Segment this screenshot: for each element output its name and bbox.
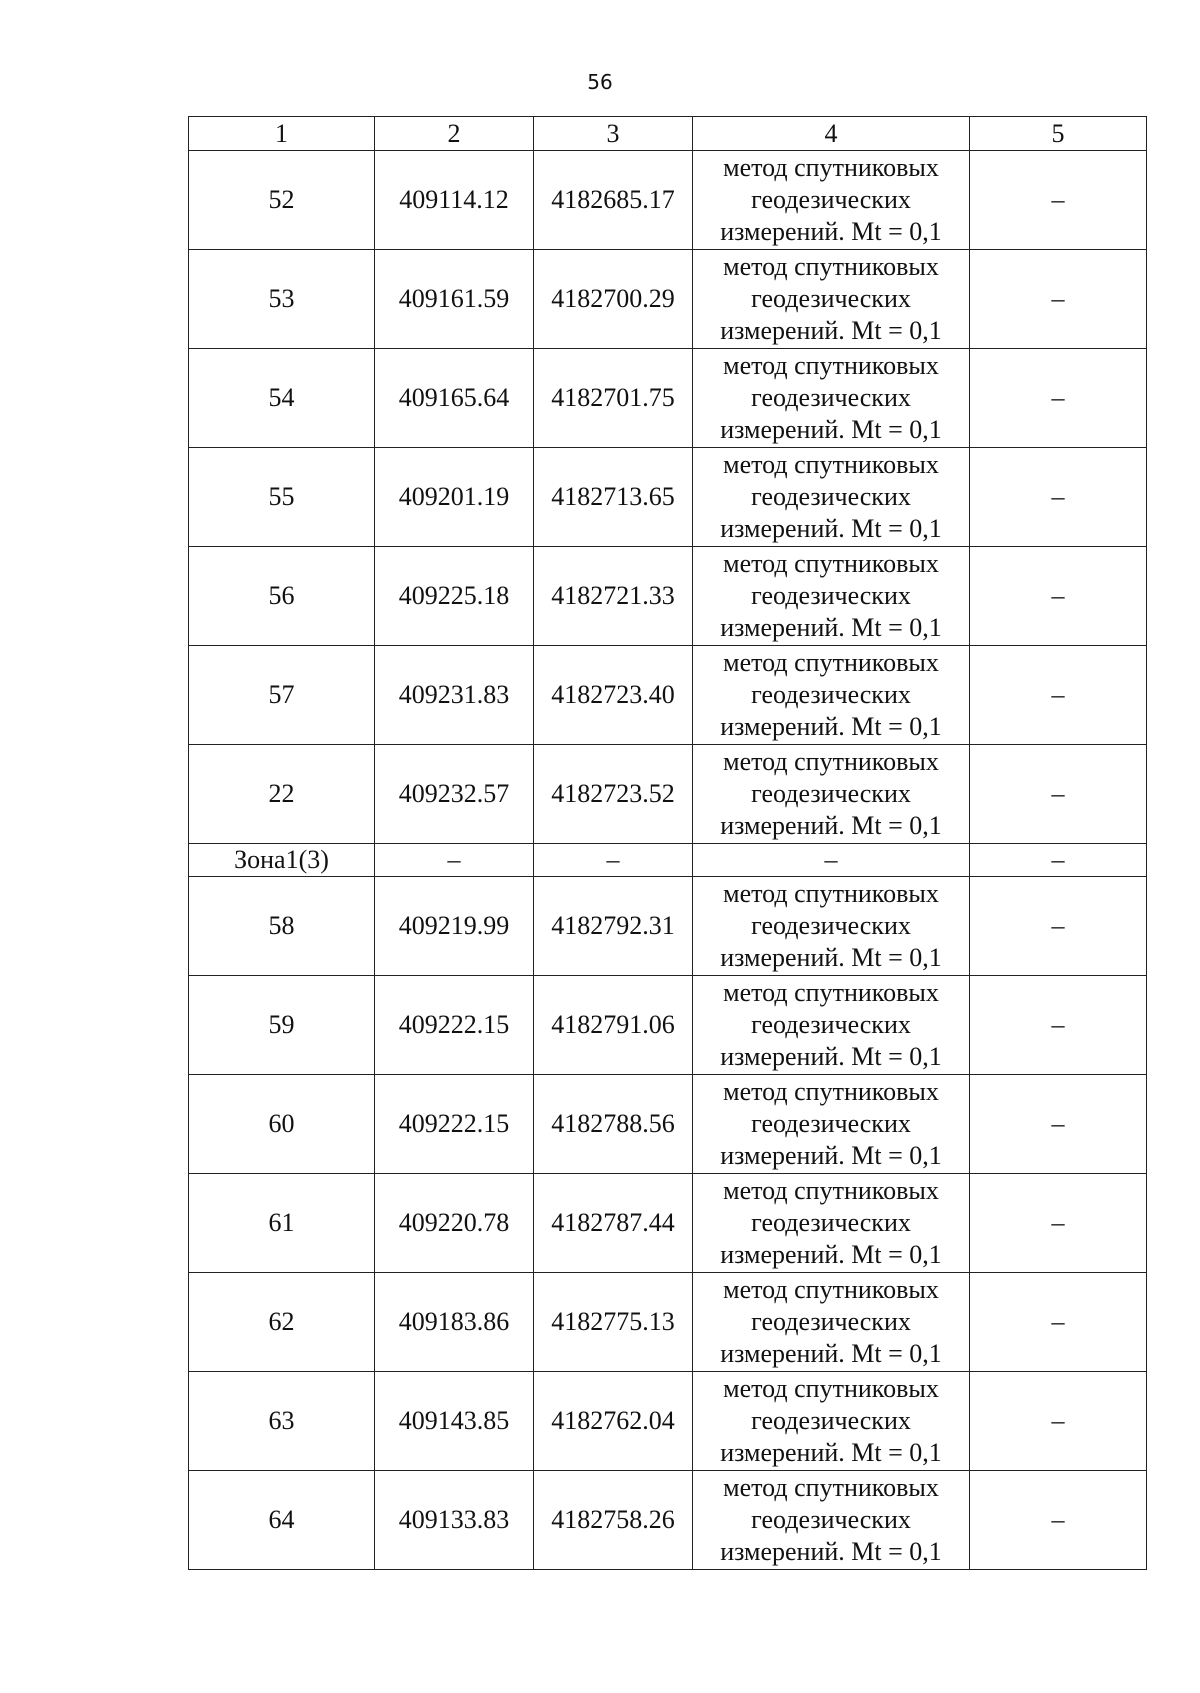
header-cell-3: 3 [534,117,693,151]
note-cell: – [970,976,1147,1075]
method-line: измерений. Mt = 0,1 [720,1141,942,1170]
method-line: метод спутниковых [723,351,939,380]
x-coordinate-cell: 409231.83 [375,646,534,745]
point-number-cell: 56 [189,547,375,646]
point-number-cell: 52 [189,151,375,250]
method-line: измерений. Mt = 0,1 [720,415,942,444]
point-number-cell: 54 [189,349,375,448]
y-coordinate-cell: 4182701.75 [534,349,693,448]
y-coordinate-cell: 4182713.65 [534,448,693,547]
method-line: метод спутниковых [723,1275,939,1304]
coordinates-table [188,116,1147,1570]
x-coordinate-cell: 409201.19 [375,448,534,547]
method-cell [693,1075,970,1174]
page-number: 56 [587,70,613,94]
method-line: метод спутниковых [723,549,939,578]
table-row [189,1372,1147,1471]
note-cell: – [970,448,1147,547]
table-row [189,151,1147,250]
y-coordinate-cell: 4182762.04 [534,1372,693,1471]
method-line: измерений. Mt = 0,1 [720,1537,942,1566]
method-line: геодезических [751,1307,911,1336]
table-row [189,1471,1147,1570]
method-line: метод спутниковых [723,1176,939,1205]
x-coordinate-cell: 409225.18 [375,547,534,646]
point-number-cell: 62 [189,1273,375,1372]
method-line: метод спутниковых [723,879,939,908]
method-cell [693,976,970,1075]
method-line: геодезических [751,1505,911,1534]
note-cell: – [970,1372,1147,1471]
method-line: геодезических [751,1109,911,1138]
method-line: метод спутниковых [723,978,939,1007]
x-coordinate-cell: 409220.78 [375,1174,534,1273]
method-line: геодезических [751,680,911,709]
zone-dash-cell: – [375,844,534,877]
header-cell-1: 1 [189,117,375,151]
table-body [189,151,1147,1570]
y-coordinate-cell: 4182775.13 [534,1273,693,1372]
y-coordinate-cell: 4182791.06 [534,976,693,1075]
method-line: геодезических [751,1010,911,1039]
method-line: метод спутниковых [723,648,939,677]
table-row [189,877,1147,976]
x-coordinate-cell: 409232.57 [375,745,534,844]
note-cell: – [970,1471,1147,1570]
point-number-cell: 53 [189,250,375,349]
table-row [189,976,1147,1075]
zone-row [189,844,1147,877]
header-cell-4: 4 [693,117,970,151]
method-line: геодезических [751,284,911,313]
method-line: метод спутниковых [723,1473,939,1502]
method-line: измерений. Mt = 0,1 [720,943,942,972]
y-coordinate-cell: 4182723.52 [534,745,693,844]
method-cell [693,250,970,349]
point-number-cell: 63 [189,1372,375,1471]
table-row [189,349,1147,448]
table-row [189,646,1147,745]
method-cell [693,1273,970,1372]
method-line: измерений. Mt = 0,1 [720,1339,942,1368]
x-coordinate-cell: 409183.86 [375,1273,534,1372]
method-line: геодезических [751,185,911,214]
note-cell: – [970,745,1147,844]
method-line: измерений. Mt = 0,1 [720,712,942,741]
x-coordinate-cell: 409165.64 [375,349,534,448]
x-coordinate-cell: 409133.83 [375,1471,534,1570]
method-line: метод спутниковых [723,1077,939,1106]
method-line: измерений. Mt = 0,1 [720,514,942,543]
method-cell [693,547,970,646]
table-header [189,117,1147,151]
method-line: метод спутниковых [723,450,939,479]
method-line: геодезических [751,581,911,610]
x-coordinate-cell: 409143.85 [375,1372,534,1471]
method-cell [693,448,970,547]
point-number-cell: 22 [189,745,375,844]
note-cell: – [970,547,1147,646]
method-cell [693,151,970,250]
y-coordinate-cell: 4182787.44 [534,1174,693,1273]
method-cell [693,1471,970,1570]
y-coordinate-cell: 4182723.40 [534,646,693,745]
x-coordinate-cell: 409222.15 [375,976,534,1075]
y-coordinate-cell: 4182758.26 [534,1471,693,1570]
table-row [189,1075,1147,1174]
method-line: измерений. Mt = 0,1 [720,1042,942,1071]
x-coordinate-cell: 409114.12 [375,151,534,250]
y-coordinate-cell: 4182685.17 [534,151,693,250]
method-cell [693,745,970,844]
note-cell: – [970,646,1147,745]
table-row [189,1174,1147,1273]
method-line: измерений. Mt = 0,1 [720,613,942,642]
header-cell-5: 5 [970,117,1147,151]
point-number-cell: 55 [189,448,375,547]
note-cell: – [970,1174,1147,1273]
method-line: измерений. Mt = 0,1 [720,316,942,345]
note-cell: – [970,349,1147,448]
method-line: метод спутниковых [723,747,939,776]
y-coordinate-cell: 4182788.56 [534,1075,693,1174]
note-cell: – [970,250,1147,349]
point-number-cell: 60 [189,1075,375,1174]
header-cell-2: 2 [375,117,534,151]
method-cell [693,877,970,976]
zone-dash-cell: – [970,844,1147,877]
table-row [189,745,1147,844]
method-cell [693,1372,970,1471]
method-cell [693,1174,970,1273]
method-line: метод спутниковых [723,153,939,182]
method-cell [693,646,970,745]
point-number-cell: 61 [189,1174,375,1273]
method-line: геодезических [751,1406,911,1435]
point-number-cell: 57 [189,646,375,745]
x-coordinate-cell: 409161.59 [375,250,534,349]
note-cell: – [970,1273,1147,1372]
note-cell: – [970,151,1147,250]
y-coordinate-cell: 4182721.33 [534,547,693,646]
y-coordinate-cell: 4182792.31 [534,877,693,976]
zone-dash-cell: – [534,844,693,877]
method-line: измерений. Mt = 0,1 [720,1438,942,1467]
point-number-cell: 64 [189,1471,375,1570]
zone-label-cell: Зона1(3) [189,844,375,877]
note-cell: – [970,877,1147,976]
method-line: геодезических [751,779,911,808]
method-line: геодезических [751,383,911,412]
table-row [189,547,1147,646]
note-cell: – [970,1075,1147,1174]
point-number-cell: 59 [189,976,375,1075]
method-line: измерений. Mt = 0,1 [720,811,942,840]
header-row [189,117,1147,151]
x-coordinate-cell: 409222.15 [375,1075,534,1174]
method-line: метод спутниковых [723,252,939,281]
method-line: геодезических [751,1208,911,1237]
method-cell [693,349,970,448]
table-row [189,448,1147,547]
zone-dash-cell: – [693,844,970,877]
method-line: метод спутниковых [723,1374,939,1403]
method-line: измерений. Mt = 0,1 [720,217,942,246]
x-coordinate-cell: 409219.99 [375,877,534,976]
point-number-cell: 58 [189,877,375,976]
y-coordinate-cell: 4182700.29 [534,250,693,349]
table-row [189,1273,1147,1372]
table-row [189,250,1147,349]
method-line: измерений. Mt = 0,1 [720,1240,942,1269]
method-line: геодезических [751,911,911,940]
method-line: геодезических [751,482,911,511]
